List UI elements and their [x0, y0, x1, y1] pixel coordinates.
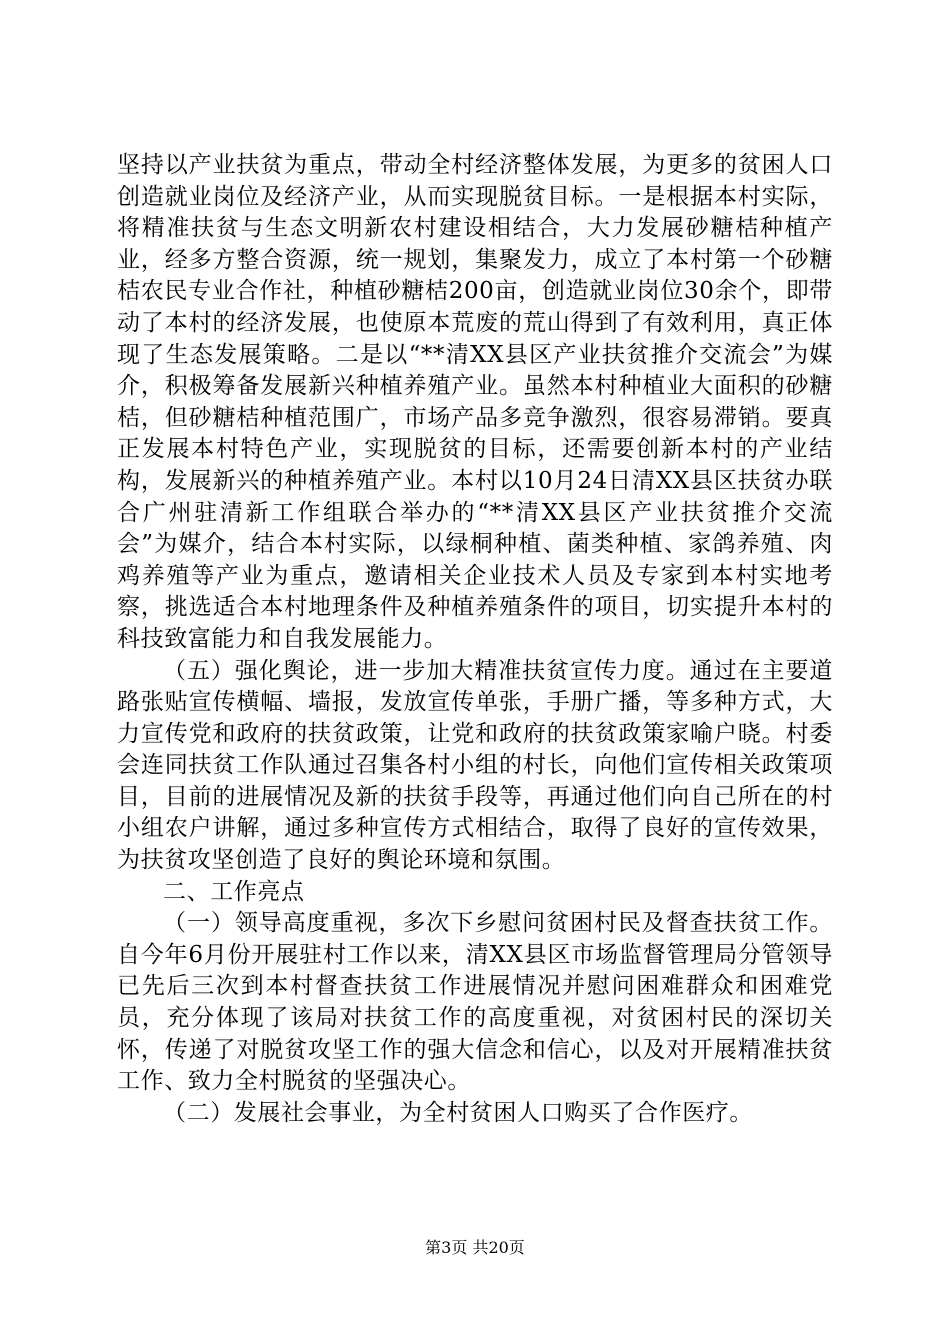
paragraph-publicity: （五）强化舆论，进一步加大精准扶贫宣传力度。通过在主要道路张贴宣传横幅、墙报，发放宣传单张，手册广播，等多种方式，大力宣传党和政府的扶贫政策，让党和政府的扶贫政策家喻户晓。村委会连同扶贫工作队通过召集各村小组的村长，向他们宣传相关政策项目，目前的进展情况及新的扶贫手段等，再通过他们向自己所在的村小组农户讲解，通过多种宣传方式相结合，取得了良好的宣传效果，为扶贫攻坚创造了良好的舆论环境和氛围。: [117, 657, 833, 874]
paragraph-social-undertakings: （二）发展社会事业，为全村贫困人口购买了合作医疗。: [163, 1099, 753, 1126]
section-heading-work-highlights: 二、工作亮点: [163, 878, 305, 905]
paragraph-industry-poverty-alleviation: 坚持以产业扶贫为重点，带动全村经济整体发展，为更多的贫困人口创造就业岗位及经济产业，从而实现脱贫目标。一是根据本村实际，将精准扶贫与生态文明新农村建设相结合，大力发展砂糖桔种植产业，经多方整合资源，统一规划，集聚发力，成立了本村第一个砂糖桔农民专业合作社，种植砂糖桔200亩，创造就业岗位30余个，即带动了本村的经济发展，也使原本荒废的荒山得到了有效利用，真正体现了生态发展策略。二是以“**清XX县区产业扶贫推介交流会”为媒介，积极筹备发展新兴种植养殖产业。虽然本村种植业大面积的砂糖桔，但砂糖桔种植范围广，市场产品多竞争激烈，很容易滞销。要真正发展本村特色产业，实现脱贫的目标，还需要创新本村的产业结构，发展新兴的种植养殖产业。本村以10月24日清XX县区扶贫办联合广州驻清新工作组联合举办的“**清XX县区产业扶贫推介交流会”为媒介，结合本村实际，以绿桐种植、菌类种植、家鸽养殖、肉鸡养殖等产业为重点，邀请相关企业技术人员及专家到本村实地考察，挑选适合本村地理条件及种植养殖条件的项目，切实提升本村的科技致富能力和自我发展能力。: [117, 152, 833, 652]
paragraph-leadership-attention: （一）领导高度重视，多次下乡慰问贫困村民及督查扶贫工作。自今年6月份开展驻村工作以来，清XX县区市场监督管理局分管领导已先后三次到本村督查扶贫工作进展情况并慰问困难群众和困难党员，充分体现了该局对扶贫工作的高度重视，对贫困村民的深切关怀，传递了对脱贫攻坚工作的强大信念和信心，以及对开展精准扶贫工作、致力全村脱贫的坚强决心。: [117, 910, 833, 1095]
page-number-footer: 第3页 共20页: [425, 1238, 525, 1257]
document-body: [117, 150, 833, 1129]
